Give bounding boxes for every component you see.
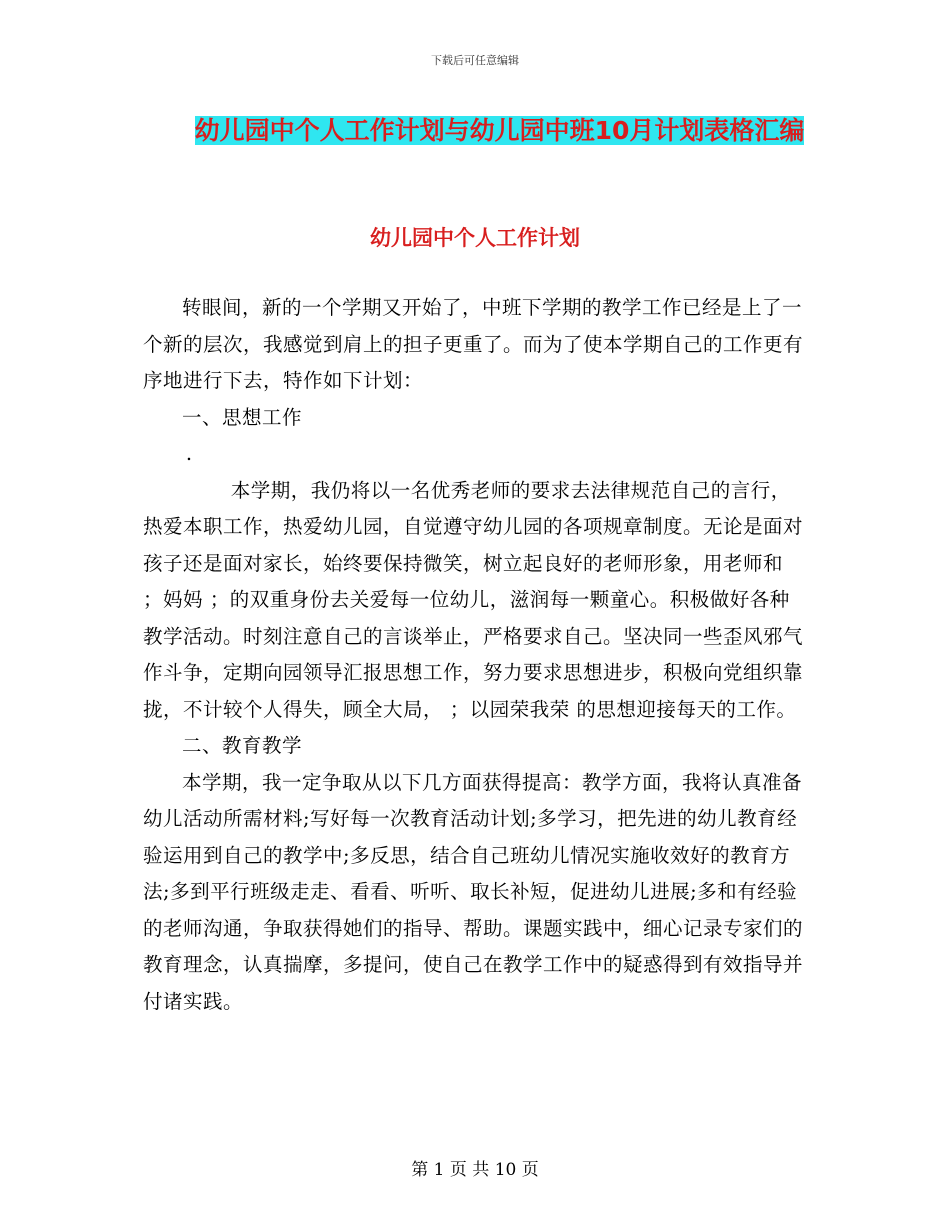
heading-education-teaching: 二、教育教学 bbox=[182, 734, 303, 757]
document-title-text: 幼儿园中个人工作计划与幼儿园中班10月计划表格汇编 bbox=[194, 116, 805, 145]
paragraph-teaching: 本学期，我一定争取从以下几方面获得提高：教学方面，我将认真准备幼儿活动所需材料;写好每一次教育活动计划;多学习，把先进的幼儿教育经验运用到自己的教学中;多反思，结合自己班幼儿情况实施收效好的教育方法;多到平行班级走走、看看、听听、取长补短，促进幼儿进展;多和有经验的老师沟通，争取获得她们的指导、帮助。课题实践中，细心记录专家们的教育理念，认真揣摩，多提问，使自己在教学工作中的疑惑得到有效指导并付诸实践。 bbox=[143, 770, 804, 1013]
page-header-note: 下载后可任意编辑 bbox=[431, 54, 519, 67]
document-title bbox=[187, 108, 812, 154]
page-footer: 第 1 页 共 10 页 bbox=[411, 1160, 539, 1180]
paragraph-dot: . bbox=[185, 442, 193, 465]
paragraph-ideology: 本学期，我仍将以一名优秀老师的要求去法律规范自己的言行，热爱本职工作，热爱幼儿园，自觉遵守幼儿园的各项规章制度。无论是面对孩子还是面对家长，始终要保持微笑，树立起良好的老师形象，用老师和 ；妈妈 ；的双重身份去关爱每一位幼儿，滋润每一颗童心。积极做好各种教学活动。时刻注意自己的言谈举止，严格要求自己。坚决同一些歪风邪气作斗争，定期向园领导汇报思想工作，努力要求思想进步，积极向党组织靠拢，不计较个人得失，顾全大局， ；以园荣我荣 的思想迎接每天的工作。 bbox=[143, 478, 804, 721]
section-title: 幼儿园中个人工作计划 bbox=[370, 226, 580, 250]
document-body bbox=[143, 290, 807, 1020]
paragraph-intro: 转眼间，新的一个学期又开始了，中班下学期的教学工作已经是上了一个新的层次，我感觉到肩上的担子更重了。而为了使本学期自己的工作更有序地进行下去，特作如下计划： bbox=[143, 296, 804, 392]
heading-ideology-work: 一、思想工作 bbox=[182, 405, 303, 429]
